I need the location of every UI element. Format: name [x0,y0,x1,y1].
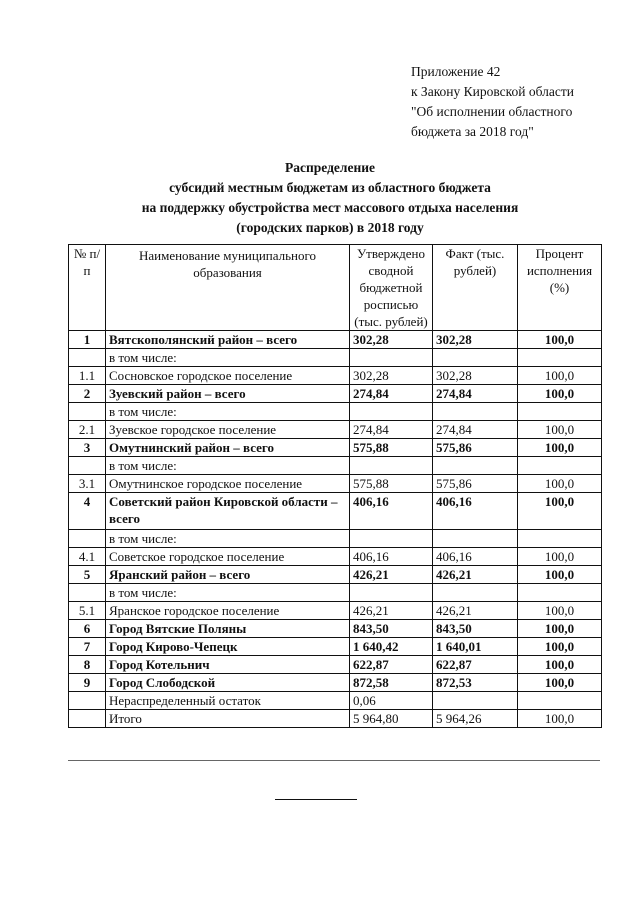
row-percent: 100,0 [518,421,602,439]
row-number: 5.1 [69,602,106,620]
table-row [69,385,602,403]
row-percent [518,530,602,548]
row-approved: 0,06 [350,692,433,710]
table-row [69,710,602,728]
row-approved: 302,28 [350,367,433,385]
row-approved [350,457,433,475]
row-number: 8 [69,656,106,674]
row-approved: 406,16 [350,548,433,566]
table-row [69,331,602,349]
row-number: 4 [69,493,106,530]
row-name: Сосновское городское поселение [106,367,350,385]
row-fact [433,692,518,710]
row-name: Итого [106,710,350,728]
row-fact [433,530,518,548]
row-approved [350,530,433,548]
row-fact: 622,87 [433,656,518,674]
row-percent: 100,0 [518,331,602,349]
row-name: Город Слободской [106,674,350,692]
row-approved: 1 640,42 [350,638,433,656]
document-title [60,158,600,238]
appendix-line-4: бюджета за 2018 год" [411,124,534,139]
header-approved: Утверждено сводной бюджетной росписью (тыс. рублей) [350,245,433,331]
row-percent: 100,0 [518,602,602,620]
row-fact: 274,84 [433,385,518,403]
row-number: 3.1 [69,475,106,493]
row-percent: 100,0 [518,710,602,728]
table-body [69,331,602,728]
row-fact: 426,21 [433,602,518,620]
row-fact: 302,28 [433,367,518,385]
row-name: Омутнинское городское поселение [106,475,350,493]
subsidy-table [68,244,602,728]
row-name: Зуевский район – всего [106,385,350,403]
row-name: Зуевское городское поселение [106,421,350,439]
table-row [69,530,602,548]
row-number: 5 [69,566,106,584]
row-percent [518,457,602,475]
row-name: в том числе: [106,403,350,421]
row-fact: 575,86 [433,439,518,457]
table-row [69,421,602,439]
row-name: Омутнинский район – всего [106,439,350,457]
row-name: в том числе: [106,457,350,475]
table-row [69,692,602,710]
row-percent: 100,0 [518,367,602,385]
row-percent: 100,0 [518,638,602,656]
table-row [69,548,602,566]
row-number [69,530,106,548]
row-approved: 5 964,80 [350,710,433,728]
header-fact: Факт (тыс. рублей) [433,245,518,331]
row-approved: 274,84 [350,385,433,403]
title-line-2: субсидий местным бюджетам из областного бюджета [169,180,491,195]
row-approved: 406,16 [350,493,433,530]
title-line-4: (городских парков) в 2018 году [236,220,424,235]
row-percent: 100,0 [518,620,602,638]
row-number: 2 [69,385,106,403]
row-number [69,692,106,710]
row-fact: 406,16 [433,548,518,566]
row-percent: 100,0 [518,548,602,566]
table-row [69,602,602,620]
row-number: 2.1 [69,421,106,439]
row-percent [518,349,602,367]
row-approved: 622,87 [350,656,433,674]
row-approved [350,349,433,367]
row-number: 7 [69,638,106,656]
row-number: 1.1 [69,367,106,385]
row-number [69,403,106,421]
row-name: Яранский район – всего [106,566,350,584]
row-approved: 274,84 [350,421,433,439]
table-row [69,403,602,421]
row-name: Город Котельнич [106,656,350,674]
row-fact: 274,84 [433,421,518,439]
row-number [69,457,106,475]
row-fact: 843,50 [433,620,518,638]
row-number: 3 [69,439,106,457]
row-percent [518,584,602,602]
row-percent [518,692,602,710]
row-name: Город Кирово-Чепецк [106,638,350,656]
row-name: Советское городское поселение [106,548,350,566]
table-row [69,566,602,584]
appendix-line-3: "Об исполнении областного [411,104,573,119]
row-name: в том числе: [106,584,350,602]
appendix-note [411,62,574,142]
divider-line [68,760,600,761]
row-fact [433,584,518,602]
table-row [69,674,602,692]
row-percent: 100,0 [518,656,602,674]
table-row [69,475,602,493]
row-fact: 872,53 [433,674,518,692]
row-number: 6 [69,620,106,638]
row-fact [433,403,518,421]
row-fact: 406,16 [433,493,518,530]
row-approved [350,403,433,421]
title-line-1: Распределение [284,160,376,175]
row-fact: 5 964,26 [433,710,518,728]
row-fact: 426,21 [433,566,518,584]
row-name: в том числе: [106,349,350,367]
row-number: 4.1 [69,548,106,566]
row-fact [433,457,518,475]
row-number [69,710,106,728]
appendix-line-1: Приложение 42 [411,64,501,79]
row-name: Вятскополянский район – всего [106,331,350,349]
row-approved: 426,21 [350,602,433,620]
row-number [69,584,106,602]
row-percent [518,403,602,421]
table-row [69,367,602,385]
row-percent: 100,0 [518,674,602,692]
table-header-row [69,245,602,331]
table-row [69,493,602,530]
row-fact [433,349,518,367]
table-row [69,620,602,638]
row-number [69,349,106,367]
closing-line [275,799,357,800]
row-percent: 100,0 [518,385,602,403]
row-name: Яранское городское поселение [106,602,350,620]
row-number: 1 [69,331,106,349]
header-percent: Процент исполнения (%) [518,245,602,331]
title-line-3: на поддержку обустройства мест массового отдыха населения [141,200,519,215]
row-number: 9 [69,674,106,692]
row-name: Советский район Кировской области – всего [106,493,350,530]
row-percent: 100,0 [518,493,602,530]
table-row [69,457,602,475]
appendix-line-2: к Закону Кировской области [411,84,575,99]
table-row [69,349,602,367]
row-approved: 575,88 [350,439,433,457]
table-row [69,656,602,674]
row-fact: 575,86 [433,475,518,493]
row-name: Нераспределенный остаток [106,692,350,710]
row-approved: 872,58 [350,674,433,692]
table-row [69,439,602,457]
row-approved: 302,28 [350,331,433,349]
row-approved: 575,88 [350,475,433,493]
row-fact: 302,28 [433,331,518,349]
row-percent: 100,0 [518,439,602,457]
row-name: Город Вятские Поляны [106,620,350,638]
header-num: № п/п [69,245,106,331]
row-approved: 843,50 [350,620,433,638]
table-row [69,638,602,656]
row-approved [350,584,433,602]
row-percent: 100,0 [518,566,602,584]
row-name: в том числе: [106,530,350,548]
table-row [69,584,602,602]
row-fact: 1 640,01 [433,638,518,656]
row-percent: 100,0 [518,475,602,493]
header-name: Наименование муниципального образования [106,245,350,331]
row-approved: 426,21 [350,566,433,584]
